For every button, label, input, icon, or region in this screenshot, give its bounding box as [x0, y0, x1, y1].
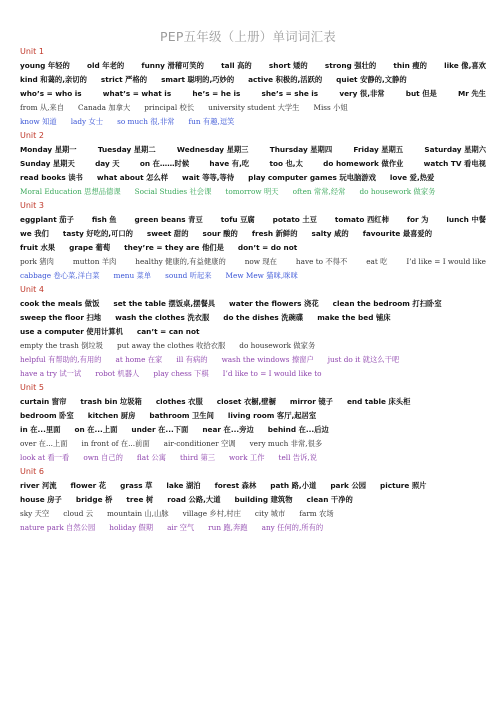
vocab-line — [20, 521, 486, 535]
vocab-entry: Saturday 星期六 — [424, 145, 486, 154]
vocab-entry: day 天 — [95, 159, 120, 168]
vocab-line — [20, 311, 486, 325]
vocab-entry: in front of 在...前面 — [81, 439, 150, 448]
vocab-entry: sound 听起来 — [165, 271, 212, 280]
unit-heading: Unit 6 — [20, 467, 44, 476]
vocab-entry: ill 有病的 — [176, 355, 208, 364]
vocab-entry: make the bed 铺床 — [317, 313, 391, 322]
unit-heading: Unit 3 — [20, 201, 44, 210]
vocab-entry: she’s = she is — [261, 89, 319, 98]
vocab-line — [20, 241, 486, 255]
vocab-entry: old 年老的 — [87, 61, 125, 70]
vocab-entry: grass 草 — [120, 481, 153, 490]
vocab-entry: just do it 就这么干吧 — [327, 355, 400, 364]
vocab-entry: cook the meals 做饭 — [20, 299, 100, 308]
vocab-entry: play computer games 玩电脑游戏 — [248, 173, 376, 182]
vocab-entry: clean the bedroom 打扫卧室 — [332, 299, 442, 308]
vocab-entry: put away the clothes 收拾衣服 — [116, 341, 226, 350]
vocab-entry: use a computer 使用计算机 — [20, 327, 123, 336]
vocab-entry: healthy 健康的,有益健康的 — [135, 257, 226, 266]
vocab-entry: Thursday 星期四 — [269, 145, 333, 154]
vocab-line — [20, 437, 486, 451]
vocab-entry: fish 鱼 — [91, 215, 117, 224]
vocab-entry: grape 葡萄 — [69, 243, 111, 252]
vocab-entry: tomorrow 明天 — [225, 187, 279, 196]
vocab-entry: tomato 西红柿 — [334, 215, 389, 224]
vocab-entry: Monday 星期一 — [20, 145, 77, 154]
vocab-entry: water the flowers 浇花 — [229, 299, 319, 308]
vocab-entry: Canada 加拿大 — [78, 103, 131, 112]
vocab-entry: short 矮的 — [268, 61, 308, 70]
vocab-entry: forest 森林 — [214, 481, 257, 490]
vocab-entry: tree 树 — [126, 495, 154, 504]
vocab-entry: cabbage 卷心菜,洋白菜 — [20, 271, 100, 280]
vocab-line — [20, 423, 486, 437]
vocab-entry: know 知道 — [20, 117, 57, 126]
vocab-entry: behind 在...后边 — [267, 425, 329, 434]
vocab-entry: young 年轻的 — [20, 61, 70, 70]
vocab-entry: so much 很,非常 — [117, 117, 175, 126]
unit-heading: Unit 4 — [20, 285, 44, 294]
vocab-entry: strict 严格的 — [100, 75, 148, 84]
vocab-entry: picture 照片 — [380, 481, 427, 490]
vocabulary-content — [20, 45, 486, 535]
page-title: PEP五年级（上册）单词词汇表 — [160, 29, 336, 44]
vocab-entry: kitchen 厨房 — [87, 411, 136, 420]
vocab-entry: end table 床头柜 — [346, 397, 411, 406]
vocab-entry: holiday 假期 — [109, 523, 154, 532]
vocab-entry: run 跑,奔跑 — [208, 523, 248, 532]
vocab-entry: own 自己的 — [83, 453, 123, 462]
vocab-entry: flower 花 — [70, 481, 107, 490]
vocab-line — [20, 227, 486, 241]
vocab-entry: tell 告诉,说 — [278, 453, 317, 462]
vocab-entry: on 在……时候 — [139, 159, 190, 168]
vocab-entry: helpful 有帮助的,有用的 — [20, 355, 102, 364]
vocab-entry: at home 在家 — [115, 355, 163, 364]
vocab-line — [20, 213, 486, 227]
vocab-entry: work 工作 — [229, 453, 265, 462]
vocab-entry: smart 聪明的,巧妙的 — [161, 75, 235, 84]
vocab-entry: bedroom 卧室 — [20, 411, 74, 420]
vocab-line — [20, 395, 486, 409]
vocab-line — [20, 507, 486, 521]
vocab-entry: have to 不得不 — [295, 257, 348, 266]
vocab-entry: they’re = they are 他们是 — [124, 243, 224, 252]
unit-section — [20, 283, 486, 381]
vocab-entry: play chess 下棋 — [153, 369, 209, 378]
vocab-entry: too 也,太 — [269, 159, 303, 168]
vocab-entry: robot 机器人 — [95, 369, 140, 378]
vocab-line — [20, 325, 486, 339]
vocab-entry: mutton 羊肉 — [72, 257, 117, 266]
vocab-entry: tofu 豆腐 — [220, 215, 255, 224]
vocab-entry: Mew Mew 猫咪,咪咪 — [225, 271, 298, 280]
vocab-entry: don’t = do not — [237, 243, 298, 252]
vocab-line — [20, 157, 486, 171]
vocab-line — [20, 269, 486, 283]
vocab-entry: air 空气 — [167, 523, 195, 532]
vocab-line — [20, 171, 486, 185]
vocab-entry: do housework 做家务 — [359, 187, 436, 196]
vocab-line — [20, 367, 486, 381]
vocab-entry: love 爱,热爱 — [389, 173, 435, 182]
vocab-entry: clothes 衣服 — [155, 397, 203, 406]
vocab-entry: what’s = what is — [102, 89, 172, 98]
vocab-entry: I’d like = I would like — [406, 257, 486, 266]
vocab-entry: eggplant 茄子 — [20, 215, 74, 224]
vocab-entry: potato 土豆 — [272, 215, 317, 224]
vocab-entry: have 有,吃 — [209, 159, 250, 168]
unit-heading: Unit 1 — [20, 47, 44, 56]
vocab-entry: now 现在 — [244, 257, 277, 266]
unit-heading: Unit 5 — [20, 383, 44, 392]
vocab-entry: cloud 云 — [63, 509, 94, 518]
vocab-entry: bridge 桥 — [75, 495, 113, 504]
vocab-entry: do the dishes 洗碗碟 — [223, 313, 304, 322]
vocab-entry: tasty 好吃的,可口的 — [62, 229, 133, 238]
vocab-entry: lady 女士 — [70, 117, 104, 126]
vocab-entry: Sunday 星期天 — [20, 159, 75, 168]
vocab-entry: fruit 水果 — [20, 243, 56, 252]
vocab-entry: he’s = he is — [192, 89, 241, 98]
vocab-entry: active 积极的,活跃的 — [248, 75, 323, 84]
unit-section — [20, 465, 486, 535]
vocab-entry: Wednesday 星期三 — [176, 145, 249, 154]
vocab-entry: clean 干净的 — [306, 495, 353, 504]
vocab-entry: lake 湖泊 — [166, 481, 201, 490]
vocab-entry: set the table 摆饭桌,摆餐具 — [113, 299, 216, 308]
vocab-line — [20, 493, 486, 507]
vocab-entry: pork 猪肉 — [20, 257, 54, 266]
vocab-line — [20, 339, 486, 353]
vocab-entry: fun 有趣,逗笑 — [188, 117, 235, 126]
vocab-entry: very much 非常,很多 — [249, 439, 323, 448]
vocab-entry: lunch 中餐 — [446, 215, 486, 224]
vocab-line — [20, 73, 486, 87]
vocab-entry: university student 大学生 — [208, 103, 300, 112]
vocab-entry: air-conditioner 空调 — [163, 439, 236, 448]
vocab-entry: watch TV 看电视 — [423, 159, 486, 168]
vocab-entry: mountain 山,山脉 — [107, 509, 169, 518]
vocab-entry: living room 客厅,起居室 — [227, 411, 317, 420]
vocab-line — [20, 451, 486, 465]
vocab-entry: do housework 做家务 — [239, 341, 316, 350]
vocab-entry: sky 天空 — [20, 509, 50, 518]
vocab-entry: any 任何的,所有的 — [261, 523, 324, 532]
vocab-line — [20, 185, 486, 199]
vocab-entry: salty 咸的 — [311, 229, 349, 238]
vocab-entry: curtain 窗帘 — [20, 397, 67, 406]
vocab-entry: can’t = can not — [136, 327, 200, 336]
vocab-entry: park 公园 — [330, 481, 367, 490]
vocab-entry: Friday 星期五 — [353, 145, 404, 154]
vocab-entry: quiet 安静的,文静的 — [336, 75, 407, 84]
vocab-entry: wait 等等,等待 — [182, 173, 235, 182]
vocab-entry: farm 农场 — [299, 509, 334, 518]
vocab-entry: on 在...上面 — [74, 425, 118, 434]
vocab-entry: trash bin 垃圾箱 — [80, 397, 142, 406]
vocab-entry: Miss 小姐 — [313, 103, 348, 112]
vocab-entry: do homework 做作业 — [323, 159, 404, 168]
vocab-entry: path 路,小道 — [270, 481, 317, 490]
unit-section — [20, 381, 486, 465]
vocab-line — [20, 353, 486, 367]
vocab-entry: under 在...下面 — [131, 425, 189, 434]
vocab-line — [20, 479, 486, 493]
vocab-entry: nature park 自然公园 — [20, 523, 96, 532]
vocab-entry: often 常常,经常 — [292, 187, 346, 196]
vocab-entry: village 乡村,村庄 — [182, 509, 241, 518]
vocab-entry: for 为 — [406, 215, 429, 224]
vocab-entry: house 房子 — [20, 495, 62, 504]
vocab-entry: flat 公寓 — [136, 453, 166, 462]
vocab-entry: city 城市 — [254, 509, 286, 518]
vocab-entry: menu 菜单 — [113, 271, 152, 280]
vocab-line — [20, 297, 486, 311]
vocab-entry: third 第三 — [180, 453, 216, 462]
unit-section — [20, 45, 486, 129]
vocab-entry: closet 衣橱,壁橱 — [216, 397, 276, 406]
vocab-entry: kind 和蔼的,亲切的 — [20, 75, 87, 84]
vocab-line — [20, 115, 486, 129]
vocab-entry: eat 吃 — [366, 257, 388, 266]
vocab-entry: Mr 先生 — [457, 89, 486, 98]
vocab-line — [20, 143, 486, 157]
unit-section — [20, 129, 486, 199]
vocab-entry: bathroom 卫生间 — [149, 411, 214, 420]
vocab-entry: near 在...旁边 — [202, 425, 254, 434]
vocab-entry: sweep the floor 扫地 — [20, 313, 102, 322]
vocab-entry: funny 滑稽可笑的 — [141, 61, 204, 70]
vocab-entry: wash the clothes 洗衣服 — [115, 313, 210, 322]
vocab-entry: fresh 新鲜的 — [251, 229, 298, 238]
vocab-line — [20, 255, 486, 269]
vocab-entry: what about 怎么样 — [96, 173, 168, 182]
vocab-entry: thin 瘦的 — [393, 61, 427, 70]
vocab-entry: but 但是 — [405, 89, 437, 98]
unit-section — [20, 199, 486, 283]
vocab-entry: over 在...上面 — [20, 439, 68, 448]
vocab-entry: very 很,非常 — [339, 89, 385, 98]
vocab-entry: principal 校长 — [144, 103, 195, 112]
vocab-entry: river 河流 — [20, 481, 57, 490]
vocab-entry: Tuesday 星期二 — [97, 145, 156, 154]
vocab-entry: favourite 最喜爱的 — [362, 229, 433, 238]
vocab-line — [20, 59, 486, 73]
vocab-entry: building 建筑物 — [234, 495, 293, 504]
vocab-entry: mirror 镜子 — [289, 397, 333, 406]
vocab-entry: empty the trash 倒垃圾 — [20, 341, 103, 350]
vocab-entry: from 从,来自 — [20, 103, 65, 112]
vocab-entry: read books 读书 — [20, 173, 83, 182]
vocab-entry: green beans 青豆 — [134, 215, 203, 224]
vocab-entry: in 在...里面 — [20, 425, 61, 434]
vocab-entry: who’s = who is — [20, 89, 82, 98]
vocab-entry: Moral Education 思想品德课 — [20, 187, 121, 196]
vocab-entry: have a try 试一试 — [20, 369, 82, 378]
vocab-entry: sour 酸的 — [202, 229, 238, 238]
vocab-line — [20, 87, 486, 101]
vocab-entry: I’d like to = I would like to — [222, 369, 322, 378]
vocab-line — [20, 409, 486, 423]
vocab-entry: road 公路,大道 — [167, 495, 221, 504]
vocab-entry: sweet 甜的 — [146, 229, 189, 238]
vocab-entry: strong 强壮的 — [324, 61, 377, 70]
vocab-entry: Social Studies 社会课 — [134, 187, 212, 196]
vocab-entry: we 我们 — [20, 229, 49, 238]
vocab-line — [20, 101, 486, 115]
vocab-entry: tall 高的 — [221, 61, 252, 70]
vocab-entry: wash the windows 擦窗户 — [221, 355, 314, 364]
vocab-entry: like 像,喜欢 — [444, 61, 486, 70]
unit-heading: Unit 2 — [20, 131, 44, 140]
vocab-entry: look at 看一看 — [20, 453, 70, 462]
